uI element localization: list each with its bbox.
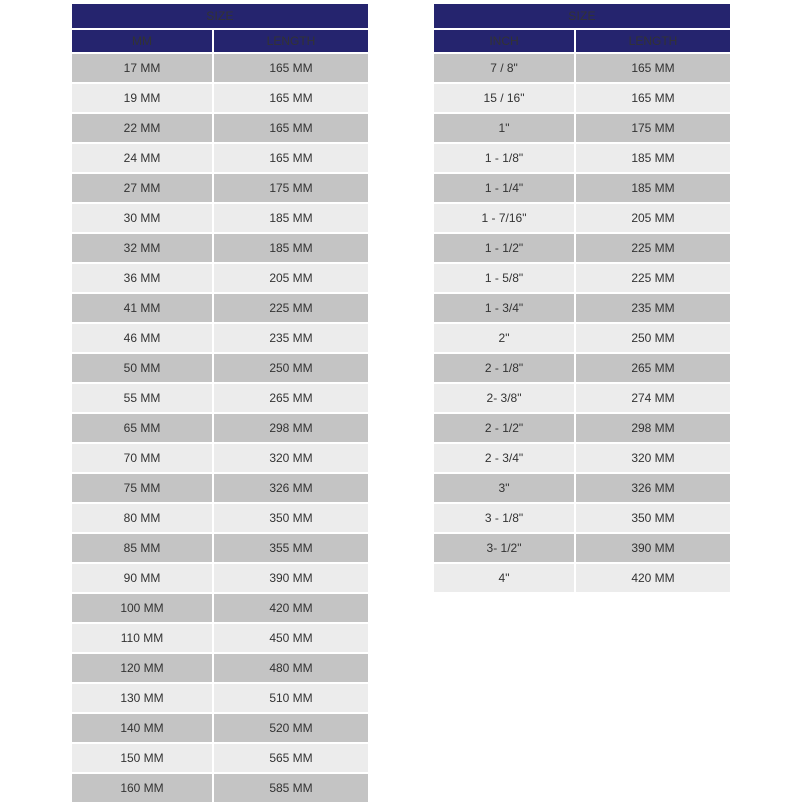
table-row <box>72 504 368 532</box>
length-column-header: LENGTH <box>214 30 368 52</box>
size-cell: 1 - 1/4" <box>434 174 574 202</box>
length-cell: 565 MM <box>214 744 368 772</box>
table-row <box>434 324 730 352</box>
size-cell: 110 MM <box>72 624 212 652</box>
table-row <box>72 174 368 202</box>
length-cell: 480 MM <box>214 654 368 682</box>
table-row <box>434 354 730 382</box>
size-cell: 30 MM <box>72 204 212 232</box>
length-cell: 185 MM <box>576 144 730 172</box>
inch-column-header: INCH <box>434 30 574 52</box>
size-cell: 70 MM <box>72 444 212 472</box>
length-cell: 175 MM <box>576 114 730 142</box>
length-cell: 320 MM <box>576 444 730 472</box>
table-row <box>72 444 368 472</box>
table-row <box>434 264 730 292</box>
length-cell: 185 MM <box>576 174 730 202</box>
table-row <box>72 534 368 562</box>
length-cell: 390 MM <box>576 534 730 562</box>
size-cell: 130 MM <box>72 684 212 712</box>
size-cell: 150 MM <box>72 744 212 772</box>
size-cell: 75 MM <box>72 474 212 502</box>
size-cell: 120 MM <box>72 654 212 682</box>
length-cell: 420 MM <box>576 564 730 592</box>
length-cell: 185 MM <box>214 234 368 262</box>
table-row <box>434 174 730 202</box>
length-cell: 165 MM <box>576 84 730 112</box>
length-cell: 250 MM <box>576 324 730 352</box>
table-row <box>72 54 368 82</box>
length-cell: 225 MM <box>214 294 368 322</box>
table-row <box>72 594 368 622</box>
size-cell: 46 MM <box>72 324 212 352</box>
length-cell: 165 MM <box>214 84 368 112</box>
table-row <box>72 234 368 262</box>
length-cell: 298 MM <box>576 414 730 442</box>
inch-size-table <box>432 4 732 592</box>
size-cell: 160 MM <box>72 774 212 802</box>
length-cell: 510 MM <box>214 684 368 712</box>
table-row <box>434 444 730 472</box>
size-cell: 90 MM <box>72 564 212 592</box>
table-row <box>72 354 368 382</box>
inch-table-body <box>434 52 730 592</box>
length-cell: 165 MM <box>214 54 368 82</box>
table-row <box>434 144 730 172</box>
length-cell: 520 MM <box>214 714 368 742</box>
size-cell: 1 - 1/8" <box>434 144 574 172</box>
size-cell: 2 - 3/4" <box>434 444 574 472</box>
size-cell: 2 - 1/2" <box>434 414 574 442</box>
size-cell: 22 MM <box>72 114 212 142</box>
metric-table-title: SIZE <box>72 4 368 28</box>
length-cell: 265 MM <box>576 354 730 382</box>
size-cell: 2" <box>434 324 574 352</box>
size-cell: 7 / 8" <box>434 54 574 82</box>
size-cell: 27 MM <box>72 174 212 202</box>
length-cell: 205 MM <box>214 264 368 292</box>
table-row <box>434 384 730 412</box>
table-row <box>72 294 368 322</box>
size-cell: 32 MM <box>72 234 212 262</box>
size-cell: 2- 3/8" <box>434 384 574 412</box>
table-row <box>434 534 730 562</box>
table-row <box>72 564 368 592</box>
length-cell: 225 MM <box>576 234 730 262</box>
table-row <box>434 414 730 442</box>
size-cell: 1 - 7/16" <box>434 204 574 232</box>
table-row <box>72 324 368 352</box>
size-cell: 4" <box>434 564 574 592</box>
metric-table-body <box>72 52 368 802</box>
table-row <box>72 774 368 802</box>
table-row <box>72 744 368 772</box>
length-cell: 165 MM <box>576 54 730 82</box>
length-cell: 326 MM <box>214 474 368 502</box>
size-cell: 1 - 1/2" <box>434 234 574 262</box>
length-cell: 298 MM <box>214 414 368 442</box>
table-row <box>434 474 730 502</box>
size-cell: 36 MM <box>72 264 212 292</box>
table-row <box>72 714 368 742</box>
length-cell: 265 MM <box>214 384 368 412</box>
size-cell: 140 MM <box>72 714 212 742</box>
length-cell: 235 MM <box>214 324 368 352</box>
metric-size-table <box>70 4 370 802</box>
length-cell: 205 MM <box>576 204 730 232</box>
size-cell: 41 MM <box>72 294 212 322</box>
length-cell: 165 MM <box>214 144 368 172</box>
table-row <box>434 564 730 592</box>
size-cell: 80 MM <box>72 504 212 532</box>
table-row <box>72 84 368 112</box>
length-cell: 274 MM <box>576 384 730 412</box>
length-cell: 355 MM <box>214 534 368 562</box>
length-cell: 585 MM <box>214 774 368 802</box>
length-cell: 225 MM <box>576 264 730 292</box>
size-cell: 3- 1/2" <box>434 534 574 562</box>
size-cell: 17 MM <box>72 54 212 82</box>
length-cell: 420 MM <box>214 594 368 622</box>
length-cell: 320 MM <box>214 444 368 472</box>
table-row <box>72 114 368 142</box>
length-cell: 350 MM <box>214 504 368 532</box>
inch-table-title: SIZE <box>434 4 730 28</box>
table-row <box>72 204 368 232</box>
size-cell: 1 - 5/8" <box>434 264 574 292</box>
table-row <box>72 414 368 442</box>
size-cell: 55 MM <box>72 384 212 412</box>
length-column-header: LENGTH <box>576 30 730 52</box>
size-cell: 3 - 1/8" <box>434 504 574 532</box>
table-row <box>434 84 730 112</box>
table-row <box>72 624 368 652</box>
size-cell: 15 / 16" <box>434 84 574 112</box>
length-cell: 165 MM <box>214 114 368 142</box>
size-cell: 1" <box>434 114 574 142</box>
table-row <box>434 204 730 232</box>
table-row <box>434 504 730 532</box>
length-cell: 350 MM <box>576 504 730 532</box>
size-cell: 100 MM <box>72 594 212 622</box>
length-cell: 175 MM <box>214 174 368 202</box>
size-cell: 19 MM <box>72 84 212 112</box>
length-cell: 450 MM <box>214 624 368 652</box>
table-row <box>72 264 368 292</box>
length-cell: 250 MM <box>214 354 368 382</box>
table-row <box>72 684 368 712</box>
length-cell: 326 MM <box>576 474 730 502</box>
mm-column-header: MM <box>72 30 212 52</box>
length-cell: 390 MM <box>214 564 368 592</box>
size-cell: 1 - 3/4" <box>434 294 574 322</box>
table-row <box>434 54 730 82</box>
table-row <box>72 474 368 502</box>
table-row <box>72 384 368 412</box>
size-cell: 50 MM <box>72 354 212 382</box>
table-row <box>72 654 368 682</box>
size-cell: 3" <box>434 474 574 502</box>
table-row <box>434 294 730 322</box>
size-cell: 2 - 1/8" <box>434 354 574 382</box>
size-cell: 65 MM <box>72 414 212 442</box>
length-cell: 235 MM <box>576 294 730 322</box>
table-row <box>434 234 730 262</box>
size-cell: 85 MM <box>72 534 212 562</box>
table-row <box>434 114 730 142</box>
table-row <box>72 144 368 172</box>
length-cell: 185 MM <box>214 204 368 232</box>
size-cell: 24 MM <box>72 144 212 172</box>
